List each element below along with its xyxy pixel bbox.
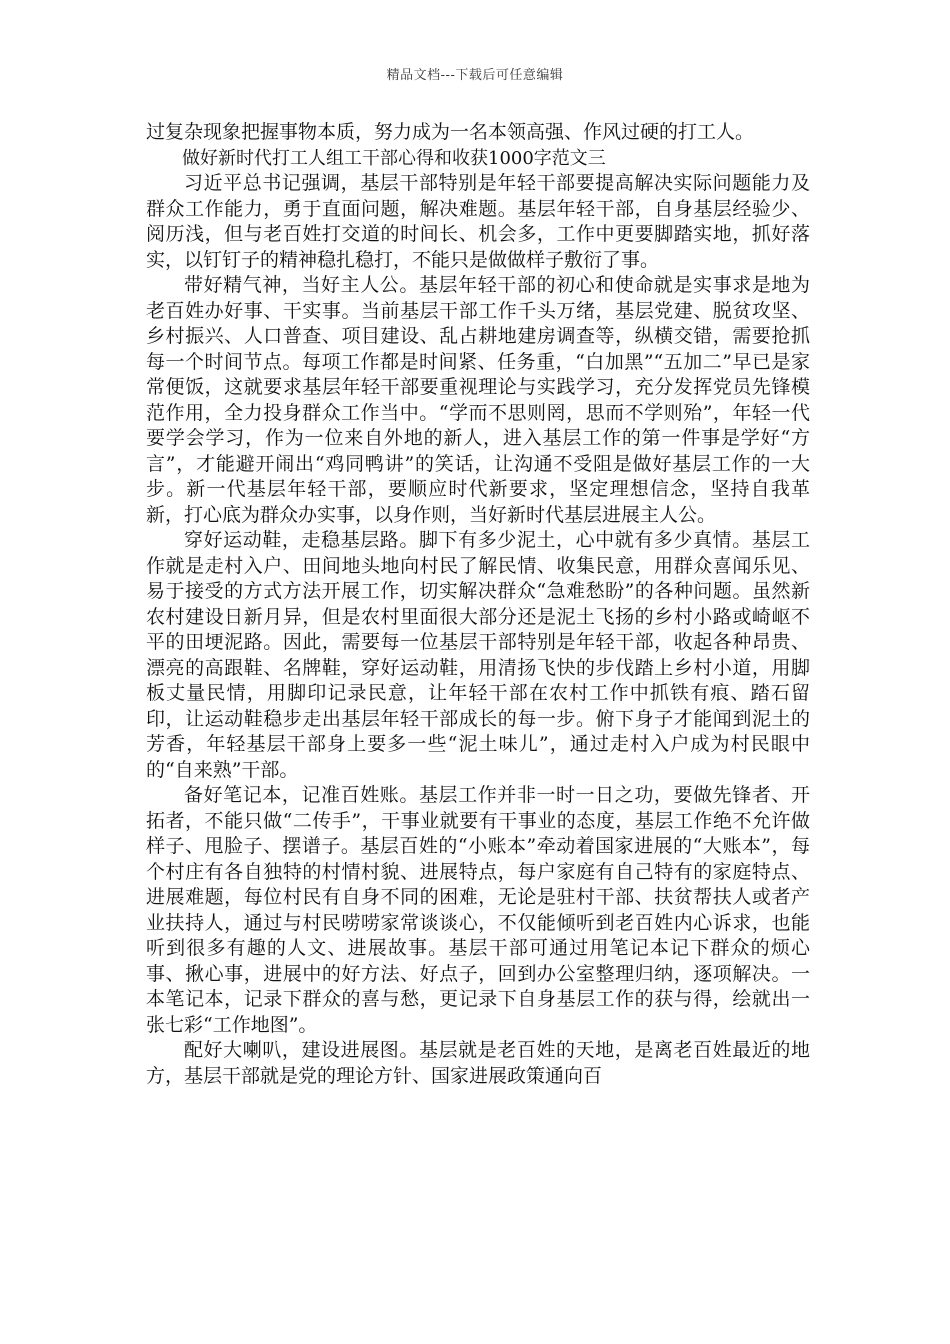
paragraph-continuation: 过复杂现象把握事物本质，努力成为一名本领高强、作风过硬的打工人。: [146, 121, 755, 143]
paragraph-loudspeaker: 配好大喇叭，建设进展图。基层就是老百姓的天地，是离老百姓最近的地方，基层干部就是党的理论方针、国家进展政策通向百: [146, 1039, 810, 1087]
paragraph-spirit: 带好精气神，当好主人公。基层年轻干部的初心和使命就是实事求是地为老百姓办好事、干实事。当前基层干部工作千头万绪，基层党建、脱贫攻坚、乡村振兴、人口普查、项目建设、乱占耕地建房调查等，纵横交错，需要抢抓每一个时间节点。每项工作都是时间紧、任务重，“白加黑”“五加二”早已是家常便饭，这就要求基层年轻干部要重视理论与实践学习，充分发挥党员先锋模范作用，全力投身群众工作当中。“学而不思则罔，思而不学则殆”，年轻一代要学会学习，作为一位来自外地的新人，进入基层工作的第一件事是学好“方言”，才能避开闹出“鸡同鸭讲”的笑话，让沟通不受阻是做好基层工作的一大步。新一代基层年轻干部，要顺应时代新要求，坚定理想信念，坚持自我革新，打心底为群众办实事，以身作则，当好新时代基层进展主人公。: [146, 274, 810, 526]
section-title: 做好新时代打工人组工干部心得和收获1000字范文三: [182, 147, 606, 169]
paragraph-notebook: 备好笔记本，记准百姓账。基层工作并非一时一日之功，要做先锋者、开拓者，不能只做“二传手”，干事业就要有干事业的态度，基层工作绝不允许做样子、甩脸子、摆谱子。基层百姓的“小账本”牵动着国家进展的“大账本”，每个村庄有各自独特的村情村貌、进展特点，每户家庭有自己特有的家庭特点、进展难题，每位村民有自身不同的困难，无论是驻村干部、扶贫帮扶人或者产业扶持人，通过与村民唠唠家常谈谈心，不仅能倾听到老百姓内心诉求，也能听到很多有趣的人文、进展故事。基层干部可通过用笔记本记下群众的烦心事、揪心事，进展中的好方法、好点子，回到办公室整理归纳，逐项解决。一本笔记本，记录下群众的喜与愁，更记录下自身基层工作的获与得，绘就出一张七彩“工作地图”。: [146, 784, 810, 1036]
document-body: [146, 120, 810, 1089]
paragraph-sneakers: 穿好运动鞋，走稳基层路。脚下有多少泥土，心中就有多少真情。基层工作就是走村入户、田间地头地向村民了解民情、收集民意，用群众喜闻乐见、易于接受的方式方法开展工作，切实解决群众“急难愁盼”的各种问题。虽然新农村建设日新月异，但是农村里面很大部分还是泥土飞扬的乡村小路或崎岖不平的田埂泥路。因此，需要每一位基层干部特别是年轻干部，收起各种昂贵、漂亮的高跟鞋、名牌鞋，穿好运动鞋，用清扬飞快的步伐踏上乡村小道，用脚板丈量民情，用脚印记录民意，让年轻干部在农村工作中抓铁有痕、踏石留印，让运动鞋稳步走出基层年轻干部成长的每一步。俯下身子才能闻到泥土的芳香，年轻基层干部身上要多一些“泥土味儿”，通过走村入户成为村民眼中的“自来熟”干部。: [146, 529, 810, 781]
paragraph-intro: 习近平总书记强调，基层干部特别是年轻干部要提高解决实际问题能力及群众工作能力，勇于直面问题，解决难题。基层年轻干部，自身基层经验少、阅历浅，但与老百姓打交道的时间长、机会多，工作中更要脚踏实地，抓好落实，以钉钉子的精神稳扎稳打，不能只是做做样子敷衍了事。: [146, 172, 810, 271]
page-header: 精品文档---下载后可任意编辑: [386, 68, 564, 83]
